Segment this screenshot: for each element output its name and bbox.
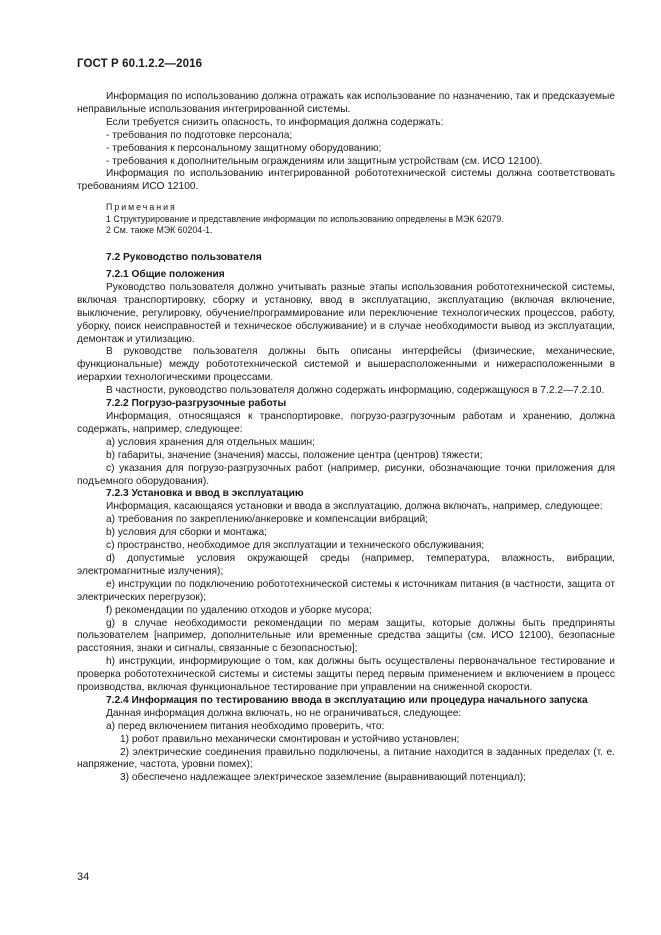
list-item: с) пространство, необходимое для эксплуатации и технического обслуживания; xyxy=(106,540,485,552)
paragraph: В частности, руководство пользователя должно содержать информацию, содержащуюся в 7.2.2—7.2.10. xyxy=(106,385,605,397)
document-body xyxy=(77,91,615,785)
sub-list-item: 3) обеспечено надлежащее электрическое заземление (выравнивающий потенциал); xyxy=(120,772,527,784)
document-header: ГОСТ Р 60.1.2.2—2016 xyxy=(77,58,203,70)
paragraph: Информация по использованию интегрированной робототехнической системы должна соответствовать требованиям ИСО 12100. xyxy=(77,168,615,193)
subsection-heading: 7.2.4 Информация по тестированию ввода в эксплуатацию или процедура начального запуска xyxy=(106,694,588,706)
notes-block xyxy=(77,202,615,236)
paragraph: В руководстве пользователя должны быть описаны интерфейсы (физические, механические, функциональные) между робототехнической системой и вышерасположенными и нижерасположенными в иерархии технологическими процессами. xyxy=(77,346,615,384)
list-item: е) инструкции по подключению робототехнической системы к источникам питания (в частности, защита от электрических перегрузок); xyxy=(77,578,615,603)
note-item: 1 Структурирование и представление информации по использованию определены в МЭК 62079. xyxy=(106,213,504,224)
list-item: b) условия для сборки и монтажа; xyxy=(106,527,267,539)
notes-heading: Примечания xyxy=(106,202,177,213)
subsection-heading: 7.2.2 Погрузо-разгрузочные работы xyxy=(106,398,287,410)
list-item: - требования к персональному защитному оборудованию; xyxy=(106,142,382,154)
list-item: g) в случае необходимости рекомендации по мерам защиты, которые должны быть предприняты пользователем [например, дополнительные или временные средства защиты (см. ИСО 12100), безопасные расстояния, знаки и сигналы, связанные с безопасностью]; xyxy=(77,617,615,655)
paragraph: Если требуется снизить опасность, то информация должна содержать: xyxy=(106,116,444,128)
list-item: а) перед включением питания необходимо проверить, что: xyxy=(106,720,385,732)
paragraph: Информация по использованию должна отражать как использование по назначению, так и предсказуемые неправильные использования интегрированной системы. xyxy=(77,91,615,115)
paragraph: Руководство пользователя должно учитывать разные этапы использования робототехнической системы, включая транспортировку, сборку и установку, ввод в эксплуатацию, эксплуатацию (включая включение, выключение, регулировку, обучение/программирование или переключение технологических процессов, работу, уборку, поиск неисправностей и техническое обслуживание) и в случае необходимости вывод из эксплуатации, демонтаж и утилизацию. xyxy=(77,281,615,345)
paragraph: Информация, касающаяся установки и ввода в эксплуатацию, должна включать, например, следующее: xyxy=(106,501,603,513)
list-item: d) допустимые условия окружающей среды (например, температура, влажность, вибрации, электромагнитные излучения); xyxy=(77,552,615,577)
section-heading: 7.2 Руководство пользователя xyxy=(106,252,262,264)
page-number: 34 xyxy=(77,871,90,883)
subsection-heading: 7.2.1 Общие положения xyxy=(106,269,225,281)
paragraph: Данная информация должна включать, но не ограничиваться, следующее: xyxy=(106,707,462,719)
note-item: 2 См. также МЭК 60204-1. xyxy=(106,224,213,235)
list-item: h) инструкции, информирующие о том, как должны быть осуществлены первоначальное тестирование и проверка робототехнической системы и системы защиты перед первым применением и включением в процесс производства, включая функциональное тестирование при управлении на сниженной скорости. xyxy=(77,656,615,694)
sub-list-item: 1) робот правильно механически смонтирован и устойчиво установлен; xyxy=(120,733,460,745)
list-item: - требования по подготовке персонала; xyxy=(106,129,293,141)
list-item: b) габариты, значение (значения) массы, положение центра (центров) тяжести; xyxy=(106,449,483,461)
list-item: с) указания для погрузо-разгрузочных работ (например, рисунки, обозначающие точки приложения для подъемного оборудования). xyxy=(77,462,615,487)
list-item: а) условия хранения для отдельных машин; xyxy=(106,436,315,448)
paragraph: Информация, относящаяся к транспортировке, погрузо-разгрузочным работам и хранению, должна содержать, например, следующее: xyxy=(77,411,615,435)
list-item: f) рекомендации по удалению отходов и уборке мусора; xyxy=(106,604,372,616)
sub-list-item: 2) электрические соединения правильно подключены, а питание находится в заданных пределах (т. е. напряжение, частота, уровни помех); xyxy=(77,746,615,771)
list-item: - требования к дополнительным ограждениям или защитным устройствам (см. ИСО 12100). xyxy=(106,155,543,167)
subsection-heading: 7.2.3 Установка и ввод в эксплуатацию xyxy=(106,488,304,500)
list-item: а) требования по закреплению/анкеровке и компенсации вибраций; xyxy=(106,514,428,526)
